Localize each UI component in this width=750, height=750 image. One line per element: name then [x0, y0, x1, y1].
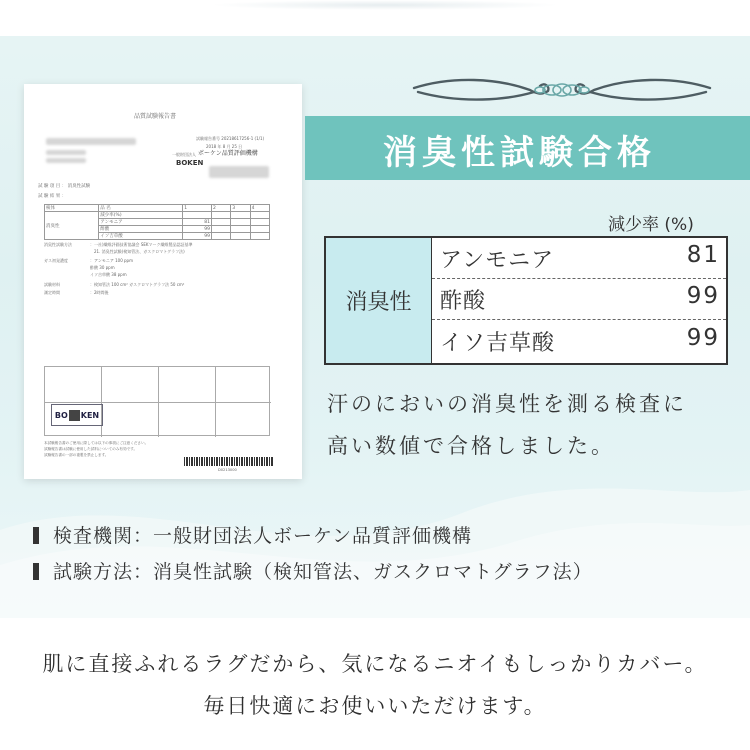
result-table: [324, 236, 728, 365]
result-row-name: 酢酸: [440, 289, 487, 314]
cert-client-blur: [46, 138, 136, 145]
bullet-square-icon: [33, 563, 39, 580]
cert-sample-label: 試験材料: [44, 282, 60, 287]
result-category: 消臭性: [326, 238, 432, 363]
cert-row-name: イソ吉草酸: [99, 233, 183, 240]
cert-method-text2: 21. 消臭性試験(検知管法、ガスクロマトグラフ法): [94, 249, 185, 254]
rate-caption: 減少率 (%): [608, 215, 694, 235]
barcode-text: D0213000: [218, 468, 237, 472]
cert-row-value: [183, 212, 212, 219]
result-row: [432, 321, 726, 363]
cert-th: 3: [231, 205, 250, 212]
cert-client-blur-2: [46, 150, 86, 155]
result-row: [432, 238, 726, 279]
result-row-value: 99: [686, 325, 720, 351]
top-strip: [0, 0, 750, 36]
cert-sample-text: ：検知管法 100 cm² ガスクロマトグラフ法 50 cm²: [90, 282, 185, 287]
cert-org-small: 一般財団法人: [172, 152, 196, 157]
cert-time-label: 測定時間: [44, 290, 60, 295]
cert-org-name: ボーケン品質評価機構: [198, 150, 258, 157]
description-line: 高い数値で合格しました。: [327, 434, 615, 458]
result-row-name: アンモニア: [440, 248, 555, 273]
cert-row-value: 99: [183, 233, 212, 240]
cert-th: 1: [183, 205, 212, 212]
info-item: [33, 557, 593, 584]
cert-gas-line: 酢酸 30 ppm: [90, 265, 115, 270]
info-text: 検査機関：一般財団法人ボーケン品質評価機構: [53, 525, 473, 547]
cert-result-heading: 試 験 結 果 ：: [38, 194, 67, 199]
cert-gas-line: ：アンモニア 100 ppm: [90, 258, 133, 263]
cert-org-logo: BOKEN: [176, 159, 204, 167]
cert-gas-label: ガス初発濃度: [44, 258, 68, 263]
cert-method-text: ：一社)繊維評価技術協議会 SEKマーク繊維製品認証基準: [90, 242, 193, 247]
flourish-ornament-icon: [412, 70, 712, 110]
cert-report-no: 試験報告番号 20218617256-1 (1/1): [196, 136, 265, 141]
bottom-section: [0, 618, 750, 750]
info-text: 試験方法：消臭性試験（検知管法、ガスクロマトグラフ法）: [53, 561, 593, 583]
cert-footer-line: 本試験報告書のご使用に際しては以下の事項にご注意ください。: [44, 441, 149, 445]
cert-category: 消臭性: [45, 212, 99, 240]
bottom-text-line: 肌に直接ふれるラグだから、気になるニオイもしっかりカバー。: [42, 652, 708, 676]
cert-row-value: 81: [183, 219, 212, 226]
title-band: [305, 116, 750, 180]
cert-test-item: 試 験 項 目 ： 消臭性試験: [38, 184, 91, 189]
cert-th: 2: [211, 205, 230, 212]
cert-row-value: 99: [183, 226, 212, 233]
cert-row-name: 酢酸: [99, 226, 183, 233]
cert-gas-line: イソ吉草酸 38 ppm: [90, 272, 127, 277]
cert-th: 4: [250, 205, 269, 212]
cert-client-blur-3: [46, 158, 86, 163]
bottom-text-line: 毎日快適にお使いいただけます。: [203, 694, 547, 718]
result-row-value: 81: [686, 242, 720, 268]
cert-th: 品 名: [99, 205, 183, 212]
description-line: 汗のにおいの消臭性を測る検査に: [327, 392, 687, 416]
cert-row-name: 減少率(%): [99, 212, 183, 219]
cert-title: 品質試験報告書: [134, 113, 177, 120]
result-row-name: イソ吉草酸: [440, 331, 556, 356]
cert-result-table: [44, 204, 270, 240]
info-item: [33, 521, 472, 548]
result-row: [432, 279, 726, 320]
cert-method-label: 消臭性試験方法: [44, 242, 72, 247]
bullet-square-icon: [33, 527, 39, 544]
barcode: [184, 457, 274, 466]
logo-mark-icon: [69, 410, 80, 421]
cert-footer-line: 試験報告書は試験に使用した試料についてのみ有効です。: [44, 447, 138, 451]
cert-report-date: 2018 年 8 月 25 日: [206, 144, 243, 149]
cert-row-name: アンモニア: [99, 219, 183, 226]
page-title: 消臭性試験合格: [383, 133, 656, 173]
cert-time-text: ：2時間後: [90, 290, 109, 295]
cert-footer-line: 試験報告書の一部の複製を禁止します。: [44, 453, 109, 457]
cert-th: 検体: [45, 205, 99, 212]
boken-logo: BO KEN: [51, 404, 103, 426]
cert-stamp-blur: [209, 166, 269, 178]
test-certificate: [24, 84, 302, 479]
result-row-value: 99: [686, 283, 720, 309]
